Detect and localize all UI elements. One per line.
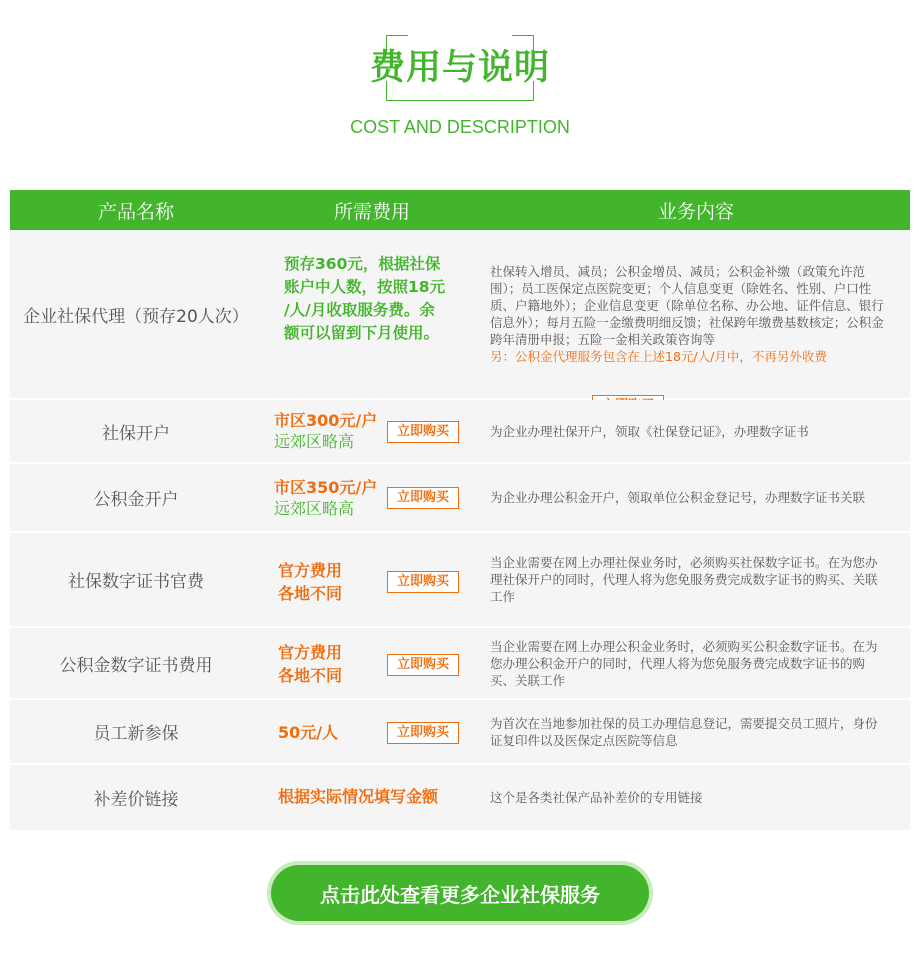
price-line: 官方费用 bbox=[278, 643, 343, 662]
description-text: 为首次在当地参加社保的员工办理信息登记，需要提交员工照片，身份证复印件以及医保定点医院等信息 bbox=[490, 715, 878, 748]
price-line: /人/月收取服务费。余 bbox=[284, 301, 435, 319]
price-line: 预存360元，根据社保 bbox=[284, 255, 441, 273]
column-header-content: 业务内容 bbox=[657, 200, 734, 223]
product-description bbox=[482, 628, 910, 698]
price-line: 各地不同 bbox=[278, 584, 343, 603]
price-line: 各地不同 bbox=[278, 666, 343, 685]
price-line: 额可以留到下月使用。 bbox=[284, 324, 440, 342]
product-name: 社保开户 bbox=[102, 423, 170, 444]
product-name: 公积金数字证书费用 bbox=[59, 655, 213, 676]
table-row bbox=[10, 400, 910, 464]
price-text bbox=[284, 253, 474, 345]
price-text bbox=[278, 559, 342, 605]
price-sub: 远郊区略高 bbox=[274, 499, 355, 518]
price-line: 官方费用 bbox=[278, 561, 343, 580]
description-text: 这个是各类社保产品补差价的专用链接 bbox=[490, 790, 703, 805]
description-text: 当企业需要在网上办理公积金业务时，必须购买公积金数字证书。在为您办理公积金开户的同时，代理人将为您免服务费完成数字证书的购买、关联工作 bbox=[490, 638, 878, 688]
product-description bbox=[482, 700, 910, 763]
table-row bbox=[10, 700, 910, 765]
product-price bbox=[262, 533, 482, 626]
buy-button[interactable]: 立即购买 bbox=[387, 654, 459, 676]
description-text: 为企业办理公积金开户，领取单位公积金登记号，办理数字证书关联 bbox=[490, 490, 866, 505]
product-price bbox=[262, 628, 482, 698]
buy-button[interactable]: 立即购买 bbox=[387, 571, 459, 593]
price-line: 账户中人数，按照18元 bbox=[284, 278, 446, 296]
page-title: 费用与说明 bbox=[369, 48, 550, 88]
table-header bbox=[10, 190, 910, 230]
pricing-table bbox=[10, 190, 910, 830]
description-text: 为企业办理社保开户，领取《社保登记证》，办理数字证书 bbox=[490, 423, 809, 439]
product-price bbox=[262, 765, 482, 830]
description-text: 当企业需要在网上办理社保业务时，必须购买社保数字证书。在为您办理社保开户的同时，代理人将为您免服务费完成数字证书的购买、关联工作 bbox=[490, 555, 878, 604]
product-name: 社保数字证书官费 bbox=[68, 572, 204, 592]
product-price bbox=[262, 400, 482, 462]
product-name: 公积金开户 bbox=[93, 490, 179, 510]
price-main: 市区300元/户 bbox=[274, 411, 378, 430]
page-subtitle: COST AND DESCRIPTION bbox=[350, 117, 570, 137]
price-sub: 远郊区略高 bbox=[274, 432, 355, 451]
product-description bbox=[482, 400, 910, 462]
column-header-fee: 所需费用 bbox=[333, 200, 410, 223]
product-name: 企业社保代理（预存20人次） bbox=[23, 306, 249, 327]
price-main: 根据实际情况填写金额 bbox=[278, 787, 439, 806]
buy-button[interactable]: 立即购买 bbox=[387, 487, 459, 509]
table-row bbox=[10, 230, 910, 400]
price-main: 50元/人 bbox=[278, 723, 339, 742]
more-services-button[interactable]: 点击此处查看更多企业社保服务 bbox=[271, 865, 649, 921]
buy-button[interactable]: 立即购买 bbox=[387, 722, 459, 744]
product-description bbox=[482, 464, 910, 531]
price-main: 市区350元/户 bbox=[274, 478, 378, 497]
product-price bbox=[262, 230, 482, 398]
table-row bbox=[10, 765, 910, 830]
table-row bbox=[10, 628, 910, 700]
product-name: 补差价链接 bbox=[93, 790, 179, 810]
product-description bbox=[482, 765, 910, 830]
price-text bbox=[278, 641, 342, 687]
product-name: 员工新参保 bbox=[93, 724, 179, 744]
product-description bbox=[482, 230, 910, 398]
description-note: 另：公积金代理服务包含在上述18元/人/月中，不再另外收费 bbox=[490, 349, 827, 364]
section-header bbox=[0, 0, 920, 150]
column-header-product: 产品名称 bbox=[97, 200, 174, 223]
table-row bbox=[10, 533, 910, 628]
product-description bbox=[482, 533, 910, 626]
description-text: 社保转入增员、减员；公积金增员、减员；公积金补缴（政策允许范围）；员工医保定点医院变更；个人信息变更（除姓名、性别、户口性质、户籍地外）；企业信息变更（除单位名称、办公地、证件信息、银行信息外）；每月五险一金缴费明细反馈；社保跨年缴费基数核定；公积金跨年清册申报；五险一金相关政策咨询等 bbox=[490, 264, 884, 347]
product-price bbox=[262, 464, 482, 531]
buy-button[interactable]: 立即购买 bbox=[387, 421, 459, 443]
table-row bbox=[10, 464, 910, 533]
product-price bbox=[262, 700, 482, 763]
